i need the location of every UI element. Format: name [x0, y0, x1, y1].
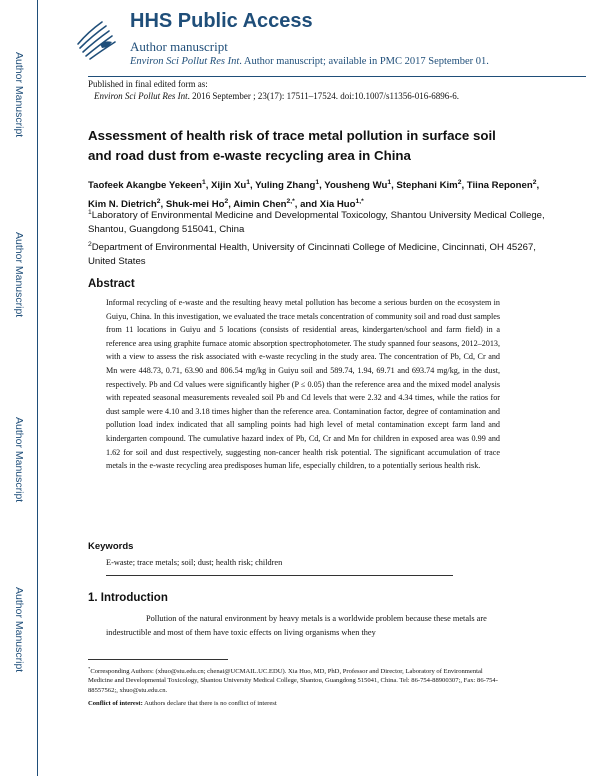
published-label: Published in final edited form as:: [88, 79, 208, 89]
sidebar-label-3: Author Manuscript: [13, 417, 25, 503]
margin-line: [37, 0, 38, 776]
conflict-text: Authors declare that there is no conflict of interest: [142, 700, 277, 707]
citation-details: . 2016 September ; 23(17): 17511–17524. doi:10.1007/s11356-016-6896-6.: [187, 91, 459, 101]
source-line: [130, 56, 489, 67]
abstract-heading: Abstract: [88, 278, 135, 290]
abstract-text: Informal recycling of e-waste and the resulting heavy metal pollution has become a serious burden on the ecosystem in Guiyu, China. In this investigation, we evaluated the trace metals concentration of community soil and road dust samples from 11 locations in Guiyu and 5 locations (consists of residential areas, kindergarten/school and farm field) in a reference area using graphite furnace atomic absorption spectrophotometer. The study spanned four seasons, 2012–2013, with a view to assess the risk associated with e-waste recycling in the study area. The concentration of Pb, Cd, Cr and Mn were 448.73, 0.71, 63.90 and 806.54 mg/kg in Guiyu soil and 589.74, 1.94, 69.71 and 693.74 mg/kg, in the dust, respectively. Pb and Cd values were significantly higher (P ≤ 0.05) than the reference area and the mixed model analysis with repeated seasonal measurements revealed soil Pb and Cd levels that were 2.32 and 4.34 times, while the ratios for dust sample were 4.10 and 3.18 times higher than the reference area. Contamination factor, degree of contamination and pollution load index indicated that all sampling points had high level of metal contamination except farm land and kindergarten compound. The cumulative hazard index of Pb, Cd, Cr and Mn for children in exposed area was 0.99 and 1.62 for soil and dust respectively, suggesting non-cancer health risk potential. The significant accumulation of trace metals in the e-waste recycling area predisposes human life, especially children, to a potentially serious health risk.: [106, 298, 500, 471]
keywords-text: E-waste; trace metals; soil; dust; health risk; children: [106, 558, 283, 567]
keywords-rule: [106, 575, 453, 576]
article-title: Assessment of health risk of trace metal pollution in surface soil and road dust from e-waste recycling area in China: [88, 128, 496, 163]
affiliation-2-text: Department of Environmental Health, University of Cincinnati College of Medicine, Cincinnati, OH 45267, United States: [88, 242, 536, 268]
hhs-eagle-logo-icon: [72, 14, 122, 62]
introduction-text: Pollution of the natural environment by heavy metals is a worldwide problem because these metals are indestructible and most of them have toxic effects on living organisms when they: [106, 614, 487, 637]
sidebar-label-1: Author Manuscript: [13, 52, 25, 138]
affiliation-1: $^1$Laboratory of Environmental Medicine and Developmental Toxicology, Shantou University Medical College, Shantou, Guangdong 515041, China: [88, 209, 545, 236]
citation-line: [94, 91, 459, 101]
conflict-of-interest: [88, 700, 508, 707]
hhs-title: HHS Public Access: [130, 10, 313, 32]
footnote-rule: [88, 659, 228, 660]
keywords-heading: Keywords: [88, 541, 134, 552]
conflict-label: Conflict of interest:: [88, 700, 143, 707]
hhs-subtitle: Author manuscript: [130, 39, 228, 54]
sidebar-label-4: Author Manuscript: [13, 587, 25, 673]
affiliation-1-text: Laboratory of Environmental Medicine and Developmental Toxicology, Shantou University Medical College, Shantou, Guangdong 515041, China: [88, 210, 545, 236]
sidebar-label-2: Author Manuscript: [13, 232, 25, 318]
affiliation-2: $^2$Department of Environmental Health, University of Cincinnati College of Medicine, Cincinnati, OH 45267, United States: [88, 241, 536, 268]
citation-journal: Environ Sci Pollut Res Int: [94, 91, 188, 101]
author-list: Taofeek Akangbe Yekeen$^1$, Xijin Xu$^1$, Yuling Zhang$^1$, Yousheng Wu$^1$, Stephani Kim$^2$, Tiina Reponen$^2$, Kim N. Dietrich$^2$, Shuk-mei Ho$^2$, Aimin Chen$^{2,*}$, and Xia Huo$^{1,*}$: [88, 179, 540, 211]
source-availability: . Author manuscript; available in PMC 2017 September 01.: [239, 56, 489, 67]
corresponding-author-footnote: *Corresponding Authors: (xhuo@stu.edu.cn; chenai@UCMAIL.UC.EDU). Xia Huo, MD, PhD, Professor and Director, Laboratory of Environmental Medicine and Developmental Toxicology, Shantou University Medical College, Shantou, Guangdong 515041, China. Tel: 86-754-88900307;, Fax: 86-754-88557562;, xhuo@stu.edu.cn.: [88, 666, 498, 694]
introduction-heading: 1. Introduction: [88, 592, 168, 604]
footnote-text: Corresponding Authors: (xhuo@stu.edu.cn; chenai@UCMAIL.UC.EDU). Xia Huo, MD, PhD, Professor and Director, Laboratory of Environmental Medicine and Developmental Toxicology, Shantou University Medical College, Shantou, Guangdong 515041, China. Tel: 86-754-88900307;, Fax: 86-754-88557562;, xhuo@stu.edu.cn.: [88, 668, 498, 694]
header-rule: [88, 76, 586, 77]
source-journal: Environ Sci Pollut Res Int: [130, 56, 240, 67]
